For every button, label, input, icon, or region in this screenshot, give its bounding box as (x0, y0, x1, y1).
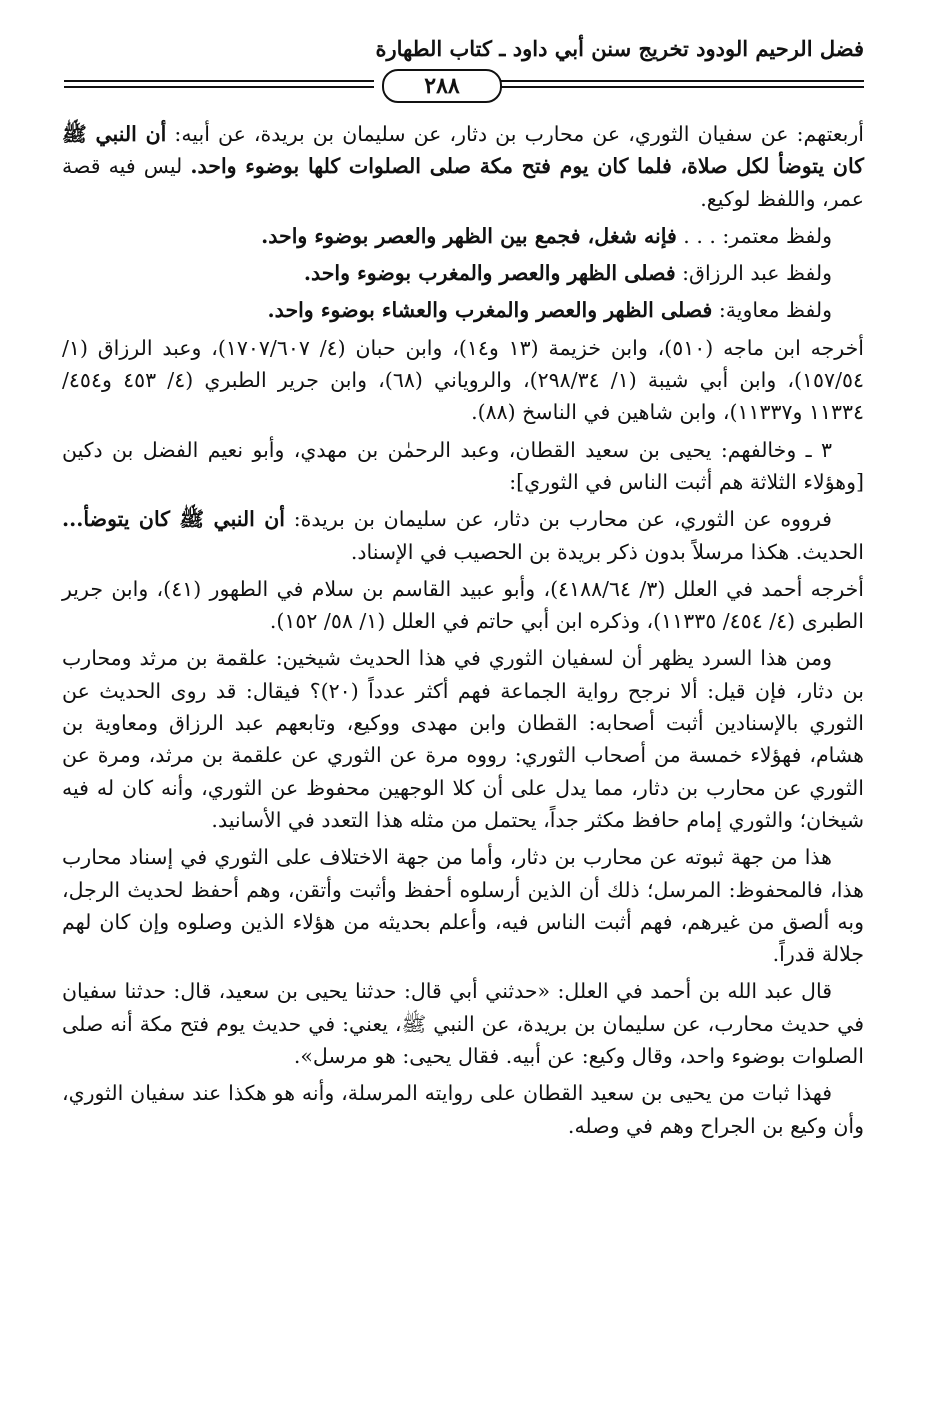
paragraph (62, 434, 864, 499)
paragraph-text: ليس فيه قصة عمر، واللفظ لوكيع. (62, 154, 864, 211)
paragraph-text: ولفظ معتمر: . . . (676, 223, 832, 248)
paragraph-text: أخرجه ابن ماجه (٥١٠)، وابن خزيمة (١٣ و١٤)، وابن حبان (٤/ ١٧٠٧/٦٠٧)، وعبد الرزاق (١/ ١٥٧/٥٤)، وابن أبي شيبة (١/ ٢٩٨/٣٤)، والروياني (٦٨)، وابن جرير الطبري (٤/ ٤٥٣ و٤٥٤/ ١١٣٣٤ و١١٣٣٧)، وابن شاهين في الناسخ (٨٨). (62, 335, 864, 425)
paragraph (62, 841, 864, 970)
hadith-text: أن النبي ﷺ كان يتوضأ... (62, 507, 285, 532)
paragraph-text: ٣ ـ وخالفهم: يحيى بن سعيد القطان، وعبد الرحمٰن بن مهدي، وأبو نعيم الفضل بن دكين [وهؤلاء الثلاثة هم أثبت الناس في الثوري]: (62, 437, 864, 494)
paragraph (62, 503, 864, 568)
hadith-text: فصلى الظهر والعصر والمغرب بوضوء واحد. (303, 261, 676, 286)
paragraph-text: فهذا ثبات من يحيى بن سعيد القطان على روايته المرسلة، وأنه هو هكذا عند سفيان الثوري، وأن وكيع بن الجراح وهم في وصله. (62, 1081, 864, 1138)
paragraph (62, 294, 864, 326)
running-title: فضل الرحيم الودود تخريج سنن أبي داود ـ كتاب الطهارة (375, 36, 864, 61)
header-rule-right-upper (454, 80, 864, 82)
paragraph-text: فرووه عن الثوري، عن محارب بن دثار، عن سليمان بن بريدة: (285, 507, 832, 532)
header-rule-left-upper (64, 80, 374, 82)
paragraph (62, 257, 864, 289)
header-rule-right-lower (454, 86, 864, 88)
paragraph-text: ومن هذا السرد يظهر أن لسفيان الثوري في هذا الحديث شيخين: علقمة بن مرثد ومحارب بن دثار، فإن قيل: ألا نرجح رواية الجماعة فهم أكثر عدداً (٢٠)؟ فيقال: قد روى الحديث عن الثوري بالإسنادين أثبت أصحابه: القطان وابن مهدى ووكيع، وتابعهم عبد الرزاق ومعاوية بن هشام، فهؤلاء خمسة من أصحاب الثوري: رووه مرة عن الثوري عن علقمة بن مرثد، ومرة عن الثوري عن محارب بن دثار، مما يدل على أن كلا الوجهين محفوظ عن الثوري، وأنه كان له فيه شيخان؛ والثوري إمام حافظ مكثر جداً، يحتمل من مثله هذا التعدد في الأسانيد. (62, 646, 864, 832)
paragraph-text: أخرجه أحمد في العلل (٣/ ٤١٨٨/٦٤)، وأبو عبيد القاسم بن سلام في الطهور (٤١)، وابن جرير الطبرى (٤/ ٤٥٤/ ١١٣٣٥)، وذكره ابن أبي حاتم في العلل (١/ ٥٨/ ١٥٢). (62, 576, 865, 634)
paragraph (62, 573, 864, 638)
hadith-text: فإنه شغل، فجمع بين الظهر والعصر بوضوء واحد. (261, 223, 677, 248)
paragraph-text: ولفظ عبد الرزاق: (675, 261, 832, 286)
hadith-text: أن النبي ﷺ كان يتوضأ لكل صلاة، فلما كان يوم فتح مكة صلى الصلوات كلها بوضوء واحد. (62, 122, 864, 179)
paragraph-text: هذا من جهة ثبوته عن محارب بن دثار، وأما من جهة الاختلاف على الثوري في إسناد محارب هذا، فالمحفوظ: المرسل؛ ذلك أن الذين أرسلوه أحفظ وأثبت وأتقن، وهم أحفظ لحديث الرجل، وبه ألصق من غيرهم، فهم أثبت الناس فيه، وأعلم بحديثه من هؤلاء الذين وصلوه وإن كان لهم جلالة قدراً. (62, 845, 864, 967)
body-text (62, 118, 864, 1147)
page-header (64, 36, 864, 99)
paragraph-text: الحديث. هكذا مرسلاً بدون ذكر بريدة بن الحصيب في الإسناد. (350, 539, 864, 564)
paragraph (62, 1077, 864, 1142)
paragraph (62, 332, 864, 429)
paragraph-text: ولفظ معاوية: (712, 298, 832, 323)
page-number: ٢٨٨ (382, 69, 502, 103)
paragraph (62, 975, 864, 1072)
paragraph (62, 220, 864, 252)
paragraph-text: أربعتهم: عن سفيان الثوري، عن محارب بن دثار، عن سليمان بن بريدة، عن أبيه: (166, 122, 864, 146)
paragraph (62, 118, 864, 215)
paragraph (62, 642, 864, 836)
paragraph-text: قال عبد الله بن أحمد في العلل: «حدثني أبي قال: حدثنا يحيى بن سعيد، قال: حدثنا سفيان في حديث محارب، عن سليمان بن بريدة، عن النبي ﷺ، يعني: في حديث يوم فتح مكة أنه صلى الصلوات بوضوء واحد، وقال وكيع: عن أبيه. فقال يحيى: هو مرسل». (62, 979, 864, 1069)
hadith-text: فصلى الظهر والعصر والمغرب والعشاء بوضوء واحد. (267, 298, 713, 323)
header-rule-left-lower (64, 86, 374, 88)
